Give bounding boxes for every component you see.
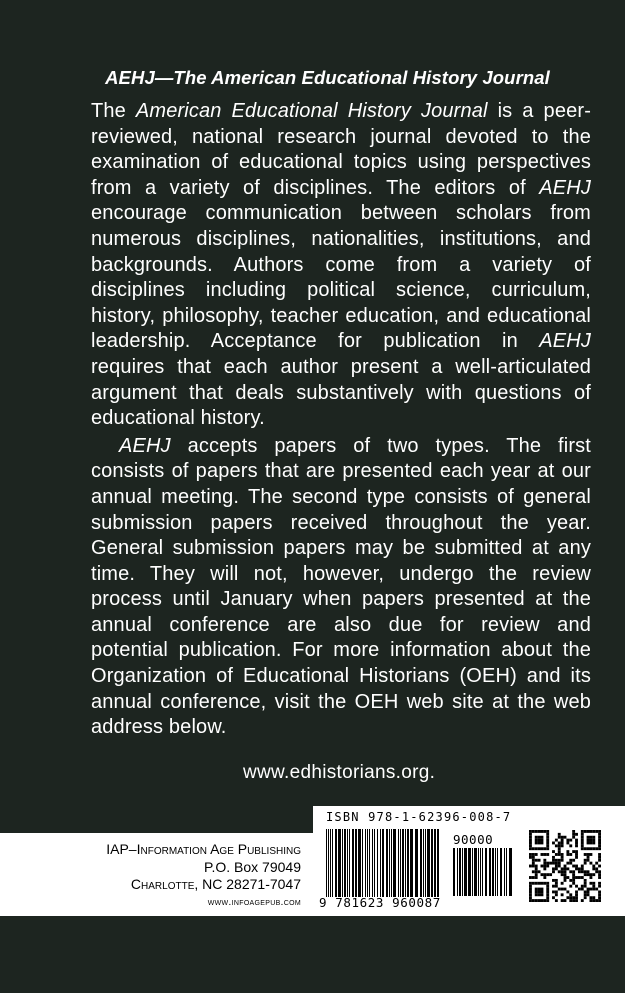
barcode-digits: 9 781623 960087 bbox=[319, 895, 441, 910]
price-barcode bbox=[453, 848, 513, 896]
qr-code bbox=[529, 830, 601, 902]
p1-intro: The bbox=[91, 100, 126, 122]
abbrev-italic-1: AEHJ bbox=[539, 176, 591, 199]
isbn-barcode bbox=[326, 829, 441, 897]
publisher-city: Charlotte, NC 28271-7047 bbox=[130, 876, 301, 892]
p1-text-c: requires that each author present a well-articulated argument that deals substantively with questions of educational history. bbox=[91, 355, 591, 430]
journal-name-italic: American Educational History Journal bbox=[135, 100, 488, 122]
p2-text: accepts papers of two types. The first consists of papers that are presented each year at our annual meeting. The second type consists of general submission papers received throughout the year. General submission papers may be submitted at any time. They will not, however, undergo the review process until January when papers presented at the annual conference are also due for review and potential publication. For more information about the Organization of Educational Historians (OEH) and its annual conference, visit the OEH web site at the web address below. bbox=[91, 434, 591, 739]
description-paragraph-1 bbox=[91, 99, 591, 432]
publisher-info bbox=[106, 841, 301, 911]
publisher-name-prefix: IAP– bbox=[106, 841, 137, 857]
journal-description bbox=[91, 99, 591, 741]
abbrev-italic-3: AEHJ bbox=[119, 434, 171, 457]
isbn-label: ISBN 978-1-62396-008-7 bbox=[326, 810, 512, 824]
barcode-panel bbox=[313, 806, 625, 916]
publisher-name bbox=[106, 841, 301, 859]
publisher-url: www.infoagepub.com bbox=[207, 895, 301, 908]
publisher-panel bbox=[0, 833, 313, 916]
publisher-name-rest: Information Age Publishing bbox=[136, 841, 301, 857]
abbrev-italic-2: AEHJ bbox=[539, 330, 591, 353]
p1-text-b: encourage communication between scholars from numerous disciplines, nationalities, institutions, and backgrounds. Authors come from a variety of disciplines including political science, curriculum, history, philosophy, teacher education, and educational leadership. Acceptance for publication in bbox=[91, 202, 591, 353]
description-paragraph-2 bbox=[91, 434, 591, 741]
journal-title: AEHJ—The American Educational History Journal bbox=[105, 67, 550, 88]
website-address: www.edhistorians.org. bbox=[243, 762, 436, 783]
publisher-po-box: P.O. Box 79049 bbox=[203, 858, 301, 875]
price-code: 90000 bbox=[453, 832, 494, 847]
p1-text-a: is a peer-reviewed, national research journal devoted to the examination of educational topics using perspectives from a variety of disciplines. The editors of bbox=[91, 100, 591, 199]
